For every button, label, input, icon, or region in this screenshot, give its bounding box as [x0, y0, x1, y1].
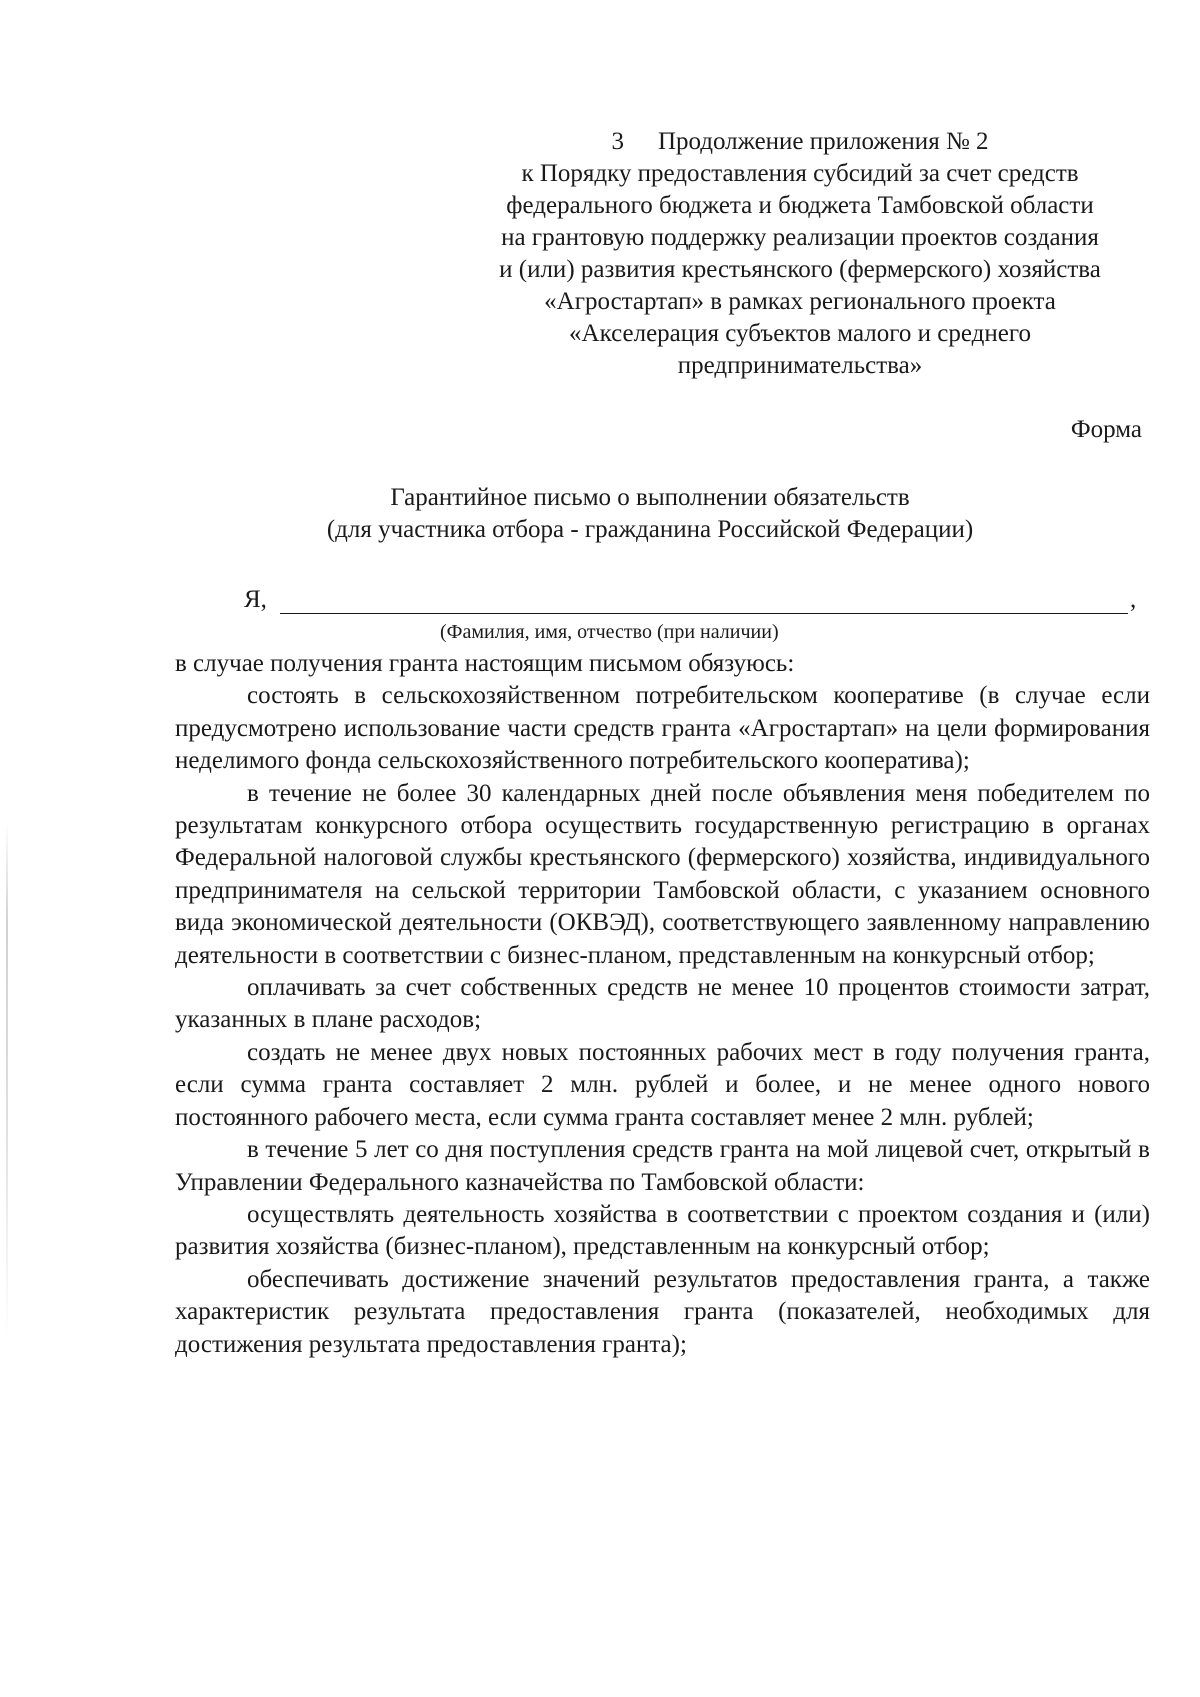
scan-edge-shadow: [6, 820, 8, 1340]
name-field-row: [244, 586, 1144, 620]
header-line-3: федерального бюджета и бюджета Тамбовской области: [506, 192, 1094, 219]
header-line-8: предпринимательства»: [677, 352, 923, 379]
name-field-prefix: Я,: [244, 586, 267, 613]
paragraph-jobs: создать не менее двух новых постоянных рабочих мест в году получения гранта, если сумма гранта составляет 2 млн. рублей и более, и не менее одного нового постоянного рабочего места, если сумма гранта составляет менее 2 млн. рублей;: [175, 1038, 1150, 1131]
name-blank-line[interactable]: [280, 613, 1128, 614]
page-number: 3: [611, 128, 624, 155]
header-line-6: «Агростартап» в рамках регионального проекта: [544, 288, 1056, 315]
paragraph-activity: осуществлять деятельность хозяйства в соответствии с проектом создания и (или) развития хозяйства (бизнес-планом), представленным на конкурсный отбор;: [175, 1200, 1150, 1261]
title-line-2: (для участника отбора - гражданина Российской Федерации): [326, 516, 974, 543]
header-line-1: Продолжение приложения № 2: [657, 128, 989, 155]
header-line-7: «Акселерация субъектов малого и среднего: [569, 320, 1031, 347]
document-title: [180, 482, 1120, 546]
header-first-line: [440, 126, 1160, 158]
paragraph-own-funds: оплачивать за счет собственных средств не менее 10 процентов стоимости затрат, указанных в плане расходов;: [175, 974, 1150, 1034]
header-line-2: к Порядку предоставления субсидий за счет средств: [521, 160, 1079, 187]
name-field-hint: (Фамилия, имя, отчество (при наличии): [440, 621, 779, 643]
paragraph-results: обеспечивать достижение значений результатов предоставления гранта, а также характеристик результата предоставления гранта (показателей, необходимых для достижения результата предоставления гранта);: [175, 1265, 1150, 1358]
paragraph-cooperative: состоять в сельскохозяйственном потребительском кооперативе (в случае если предусмотрено использование части средств гранта «Агростартап» на цели формирования неделимого фонда сельскохозяйственного потребительского кооператива);: [175, 682, 1150, 775]
paragraph-five-years: в течение 5 лет со дня поступления средств гранта на мой лицевой счет, открытый в Управлении Федерального казначейства по Тамбовской области:: [175, 1136, 1150, 1196]
document-body: [175, 648, 1150, 1361]
title-line-1: Гарантийное письмо о выполнении обязательств: [390, 484, 910, 511]
header-line-4: на грантовую поддержку реализации проектов создания: [501, 224, 1099, 251]
name-field-suffix: ,: [1130, 586, 1137, 613]
form-label: Форма: [1070, 416, 1142, 443]
paragraph-registration: в течение не более 30 календарных дней после объявления меня победителем по результатам конкурсного отбора осуществить государственную регистрацию в органах Федеральной налоговой службы крестьянского (фермерского) хозяйства, индивидуального предпринимателя на сельской территории Тамбовской области, с указанием основного вида экономической деятельности (ОКВЭД), соответствующего заявленному направлению деятельности в соответствии с бизнес-планом, представленным на конкурсный отбор;: [175, 779, 1150, 969]
paragraph-intro: в случае получения гранта настоящим письмом обязуюсь:: [175, 650, 795, 677]
header-line-5: и (или) развития крестьянского (фермерского) хозяйства: [499, 256, 1101, 283]
appendix-header: [440, 126, 1160, 382]
